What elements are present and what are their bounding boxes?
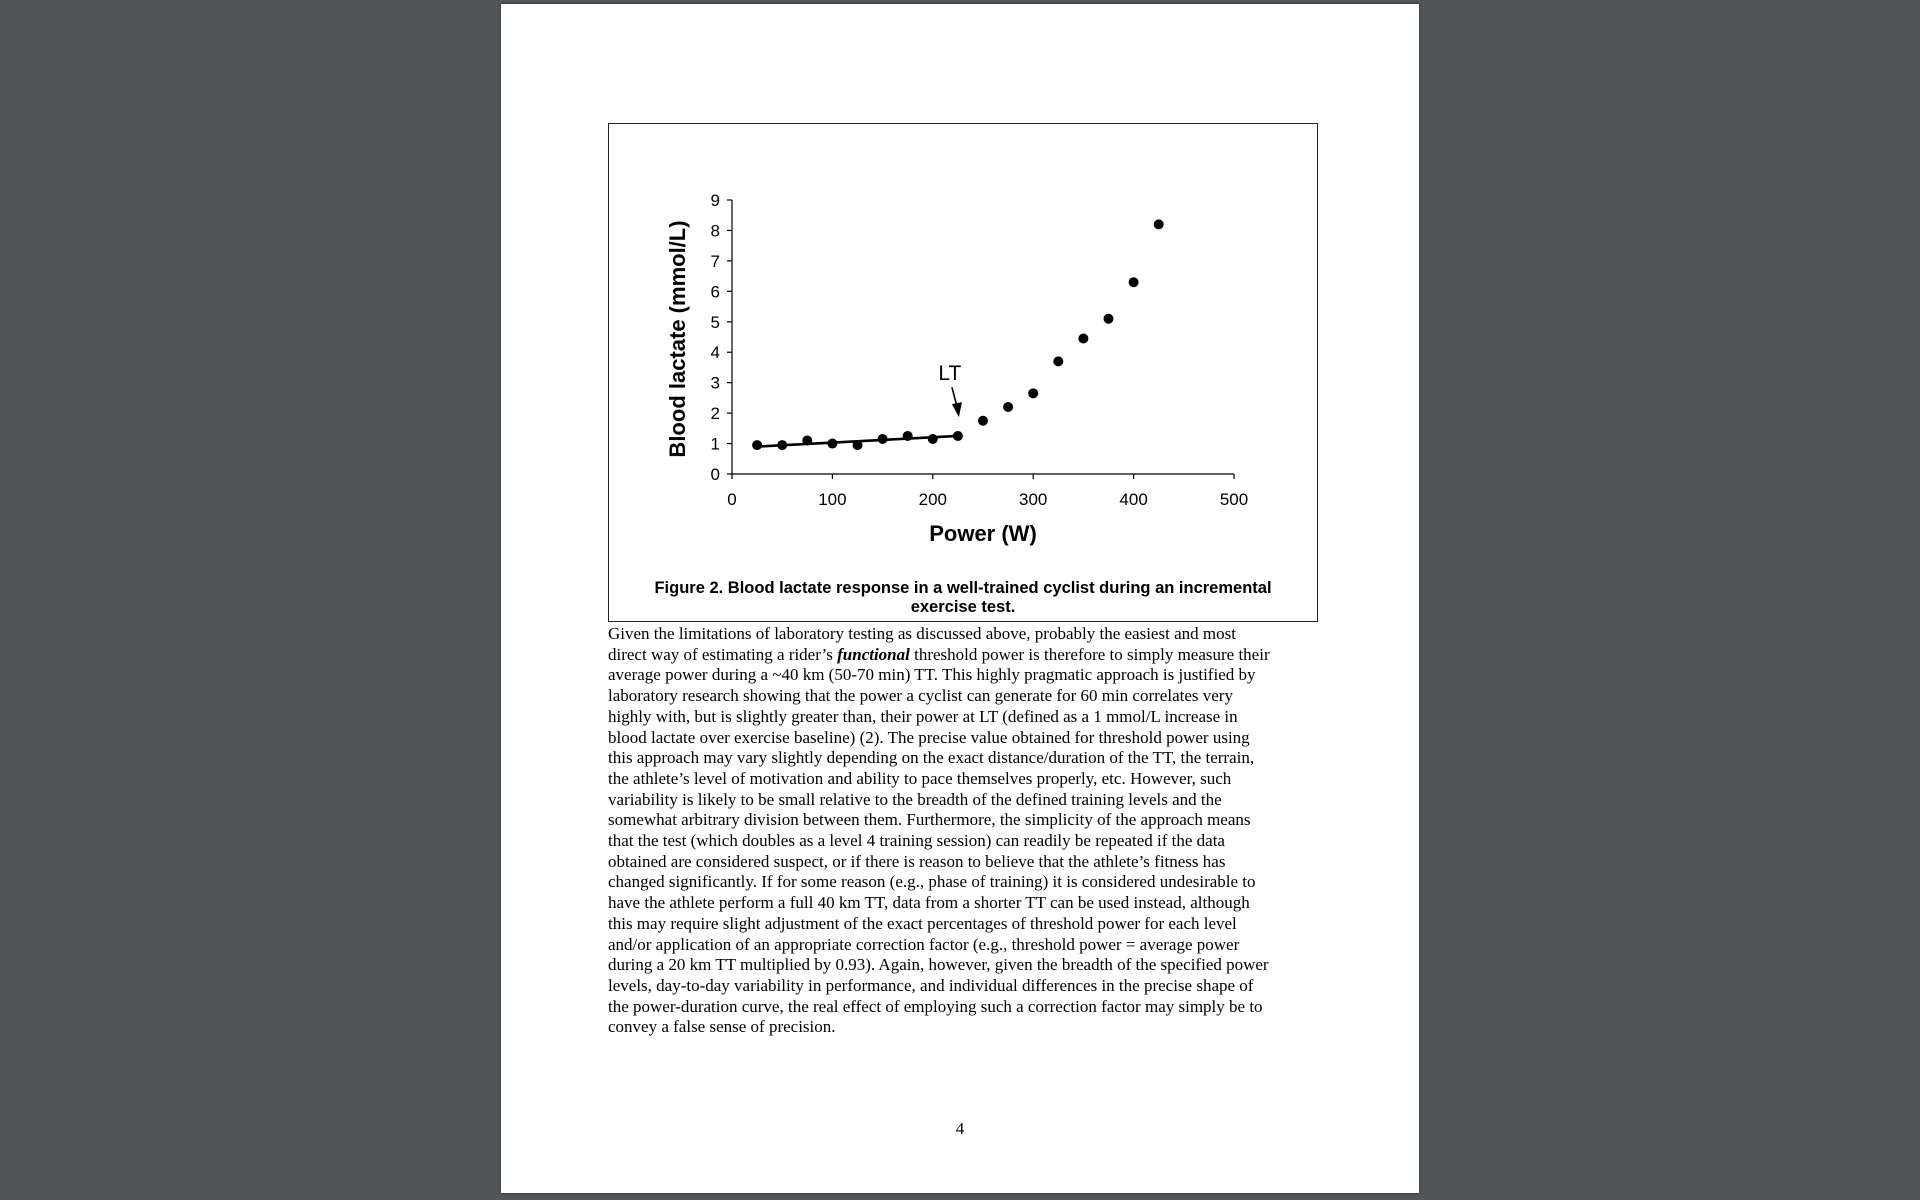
body-line: obtained are considered suspect, or if there is reason to believe that the athlete’s fitness has xyxy=(608,851,1226,871)
data-point xyxy=(1104,314,1114,324)
x-tick-label: 100 xyxy=(818,490,847,509)
body-line: convey a false sense of precision. xyxy=(608,1017,836,1037)
data-point xyxy=(853,440,863,450)
y-tick-label: 7 xyxy=(710,251,720,271)
body-line: have the athlete perform a full 40 km TT, data from a shorter TT can be used instead, although xyxy=(608,893,1250,913)
body-paragraph xyxy=(608,624,1328,1038)
y-tick-label: 4 xyxy=(710,343,720,363)
body-line: and/or application of an appropriate correction factor (e.g., threshold power = average power xyxy=(608,934,1240,954)
data-point xyxy=(1154,219,1164,229)
y-tick-label: 3 xyxy=(710,373,720,393)
body-line: laboratory research showing that the power a cyclist can generate for 60 min correlates very xyxy=(608,686,1233,706)
y-tick-label: 6 xyxy=(710,282,720,302)
y-tick-label: 8 xyxy=(710,221,720,241)
data-point xyxy=(1028,388,1038,398)
body-line: during a 20 km TT multiplied by 0.93). Again, however, given the breadth of the specified power xyxy=(608,955,1269,975)
body-line: that the test (which doubles as a level 4 training session) can readily be repeated if the data xyxy=(608,831,1225,851)
y-axis-label: Blood lactate (mmol/L) xyxy=(665,220,690,458)
x-tick-label: 300 xyxy=(1019,490,1048,509)
x-tick-label: 500 xyxy=(1219,490,1249,509)
body-line: this approach may vary slightly depending on the exact distance/duration of the TT, the terrain, xyxy=(608,748,1255,768)
data-point xyxy=(978,416,988,426)
body-line: changed significantly. If for some reason (e.g., phase of training) it is considered undesirable to xyxy=(608,872,1256,892)
y-tick-label: 0 xyxy=(710,465,720,484)
data-point xyxy=(777,440,787,450)
x-tick-label: 400 xyxy=(1119,490,1148,509)
body-line: average power during a ~40 km (50-70 min) TT. This highly pragmatic approach is justified by xyxy=(608,665,1256,685)
body-line: Given the limitations of laboratory testing as discussed above, probably the easiest and most xyxy=(608,624,1236,643)
data-point xyxy=(928,434,938,444)
data-point xyxy=(953,431,963,441)
document-page xyxy=(501,4,1419,1193)
lactate-chart xyxy=(609,124,1317,621)
x-tick-label: 0 xyxy=(727,490,737,509)
data-point xyxy=(1053,356,1063,366)
data-point xyxy=(878,434,888,444)
body-line: highly with, but is slightly greater than, their power at LT (defined as a 1 mmol/L increase in xyxy=(608,706,1238,726)
body-line: blood lactate over exercise baseline) (2). The precise value obtained for threshold power using xyxy=(608,727,1250,747)
data-point xyxy=(1003,402,1013,412)
figure-caption: Figure 2. Blood lactate response in a well-trained cyclist during an incremental exercise test. xyxy=(654,579,1272,616)
data-point xyxy=(903,431,913,441)
body-line: the athlete’s level of motivation and ability to pace themselves properly, etc. However, such xyxy=(608,768,1232,788)
data-point xyxy=(1129,277,1139,287)
page-number: 4 xyxy=(955,1119,965,1138)
x-axis-label: Power (W) xyxy=(929,521,1037,546)
y-tick-label: 1 xyxy=(710,434,720,454)
data-point xyxy=(827,439,837,449)
data-point xyxy=(752,440,762,450)
y-tick-label: 9 xyxy=(710,191,720,210)
emphasis-text: functional xyxy=(837,644,910,664)
y-tick-label: 5 xyxy=(710,312,720,332)
body-line: somewhat arbitrary division between them. Furthermore, the simplicity of the approach means xyxy=(608,810,1251,830)
lt-arrow-head xyxy=(952,402,962,417)
y-tick-label: 2 xyxy=(710,404,720,424)
figure-frame xyxy=(608,123,1318,622)
data-point xyxy=(802,436,812,446)
x-tick-label: 200 xyxy=(918,490,947,509)
body-line: variability is likely to be small relative to the breadth of the defined training levels and the xyxy=(608,789,1222,809)
body-line: levels, day-to-day variability in performance, and individual differences in the precise shape of xyxy=(608,975,1254,995)
data-point xyxy=(1078,334,1088,344)
body-line: the power-duration curve, the real effect of employing such a correction factor may simply be to xyxy=(608,996,1263,1016)
body-line: direct way of estimating a rider’s functional threshold power is therefore to simply measure their xyxy=(608,644,1270,664)
lt-annotation-label: LT xyxy=(938,362,962,386)
body-line: this may require slight adjustment of the exact percentages of threshold power for each level xyxy=(608,913,1237,933)
